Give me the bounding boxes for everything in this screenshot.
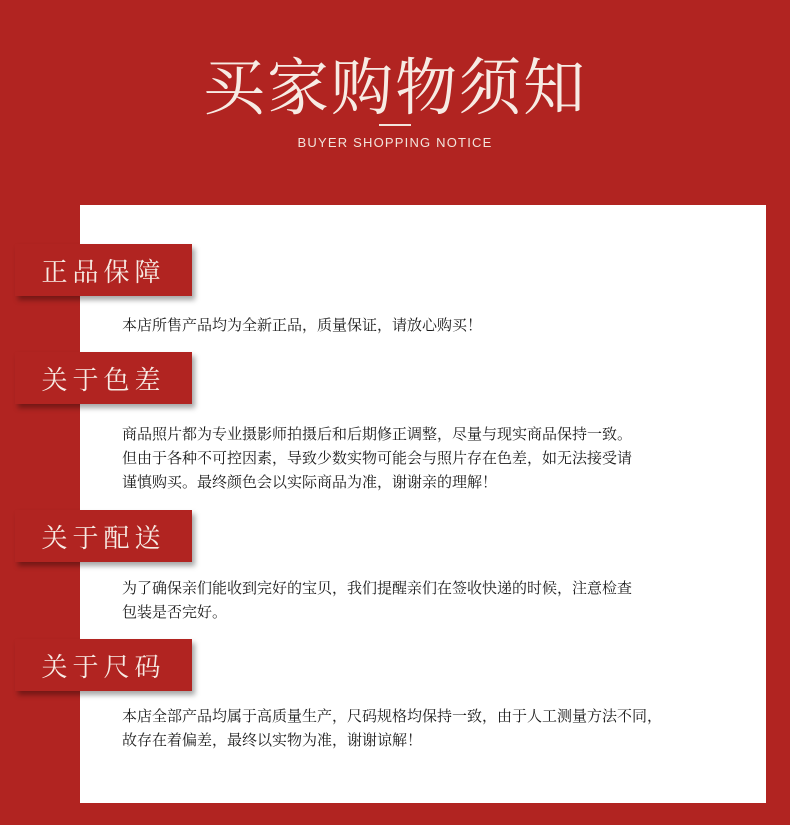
section-badge-color-difference: 关于色差 bbox=[15, 352, 192, 404]
section-text-color-difference bbox=[122, 422, 742, 494]
section-text-line: 商品照片都为专业摄影师拍摄后和后期修正调整，尽量与现实商品保持一致。 bbox=[122, 425, 633, 443]
section-text-line: 包装是否完好。 bbox=[122, 603, 228, 621]
section-text-line: 谨慎购买。最终颜色会以实际商品为准，谢谢亲的理解！ bbox=[122, 473, 498, 491]
section-text-delivery bbox=[122, 576, 742, 624]
section-text-line: 故存在着偏差，最终以实物为准，谢谢谅解！ bbox=[122, 731, 423, 749]
section-text-line: 为了确保亲们能收到完好的宝贝，我们提醒亲们在签收快递的时候，注意检查 bbox=[122, 579, 633, 597]
page-title: 买家购物须知 bbox=[202, 51, 587, 124]
section-badge-delivery: 关于配送 bbox=[15, 510, 192, 562]
section-text-line: 本店全部产品均属于高质量生产，尺码规格均保持一致，由于人工测量方法不同， bbox=[122, 707, 663, 725]
page-subtitle: BUYER SHOPPING NOTICE bbox=[297, 135, 493, 150]
section-text-size bbox=[122, 704, 742, 752]
section-text-line: 本店所售产品均为全新正品，质量保证，请放心购买！ bbox=[122, 316, 483, 334]
section-badge-authentic: 正品保障 bbox=[15, 244, 192, 296]
title-divider bbox=[379, 124, 411, 126]
section-text-authentic bbox=[122, 313, 742, 337]
section-text-line: 但由于各种不可控因素，导致少数实物可能会与照片存在色差，如无法接受请 bbox=[122, 449, 633, 467]
section-badge-size: 关于尺码 bbox=[15, 639, 192, 691]
